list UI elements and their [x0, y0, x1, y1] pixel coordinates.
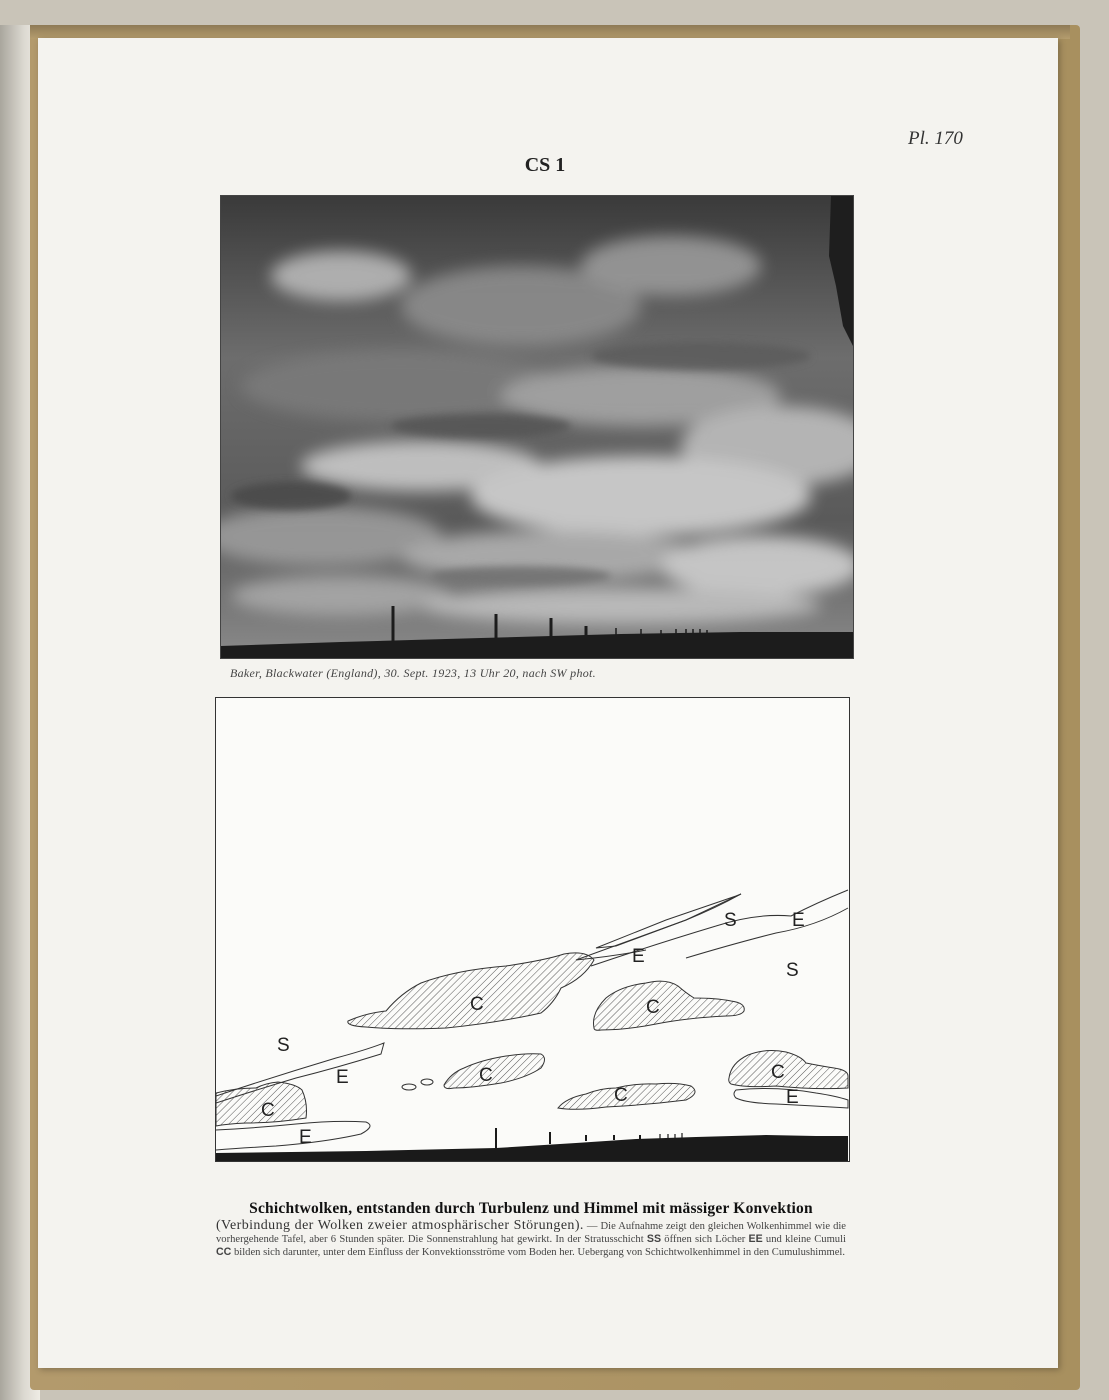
cloud-diagram-drawing [216, 698, 849, 1161]
cumulus-large [348, 953, 594, 1029]
label-c-large-left: C [470, 994, 484, 1015]
label-s-mid-right: S [786, 960, 799, 981]
cloud-photo-image [221, 196, 853, 658]
photo-caption: Baker, Blackwater (England), 30. Sept. 1923, 13 Uhr 20, nach SW phot. [230, 666, 596, 680]
caption-text-1: — Die Aufnahme zeigt den gleichen Wolkenhimmel wie die vorhergehende Tafel, aber 6 Stunden später. Die Sonnenstrahlung hat gewirkt. In der Stratusschicht [216, 1221, 847, 1245]
caption-lead: (Verbindung der Wolken zweier atmosphärischer Störungen). [216, 1218, 584, 1233]
cumulus-small-mid [444, 1054, 545, 1089]
cloud-diagram [215, 697, 850, 1162]
caption-text-3: und kleine Cumuli [762, 1234, 846, 1245]
caption-cc: CC [216, 1246, 232, 1258]
caption-body [216, 1219, 846, 1259]
caption-text-2: öffnen sich Löcher [661, 1234, 749, 1245]
plate-number: Pl. 170 [908, 128, 963, 149]
label-e-bottom-left: E [299, 1127, 312, 1148]
label-s-left: S [277, 1035, 290, 1056]
caption-text-4: bilden sich darunter, unter dem Einfluss der Konvektionsströme vom Boden her. Uebergang von Schichtwolkenhimmel in den Cumulushimmel. [231, 1247, 846, 1258]
label-c-mid-right: C [646, 997, 660, 1018]
plate-caption [216, 1200, 846, 1259]
label-c-lower-mid: C [614, 1085, 628, 1106]
label-e-upper-mid: E [632, 946, 645, 967]
label-s-upper-right: S [724, 910, 737, 931]
label-e-right: E [786, 1087, 799, 1108]
book-cover-edge [30, 25, 1070, 39]
label-e-left: E [336, 1067, 349, 1088]
cumulus-mid-right [594, 981, 745, 1030]
label-e-upper-right: E [792, 910, 805, 931]
cloud-photograph [220, 195, 854, 659]
stratus-band-upper [596, 894, 741, 948]
label-c-small-mid: C [479, 1065, 493, 1086]
caption-ee: EE [748, 1233, 763, 1245]
cumulus-right [729, 1051, 848, 1089]
caption-heading: Schichtwolken, entstanden durch Turbulenz und Himmel mit mässiger Konvektion [249, 1200, 813, 1217]
label-c-bottom-left: C [261, 1100, 275, 1121]
plate-title: CS 1 [524, 154, 566, 176]
caption-ss: SS [646, 1233, 662, 1245]
label-c-right: C [771, 1062, 785, 1083]
